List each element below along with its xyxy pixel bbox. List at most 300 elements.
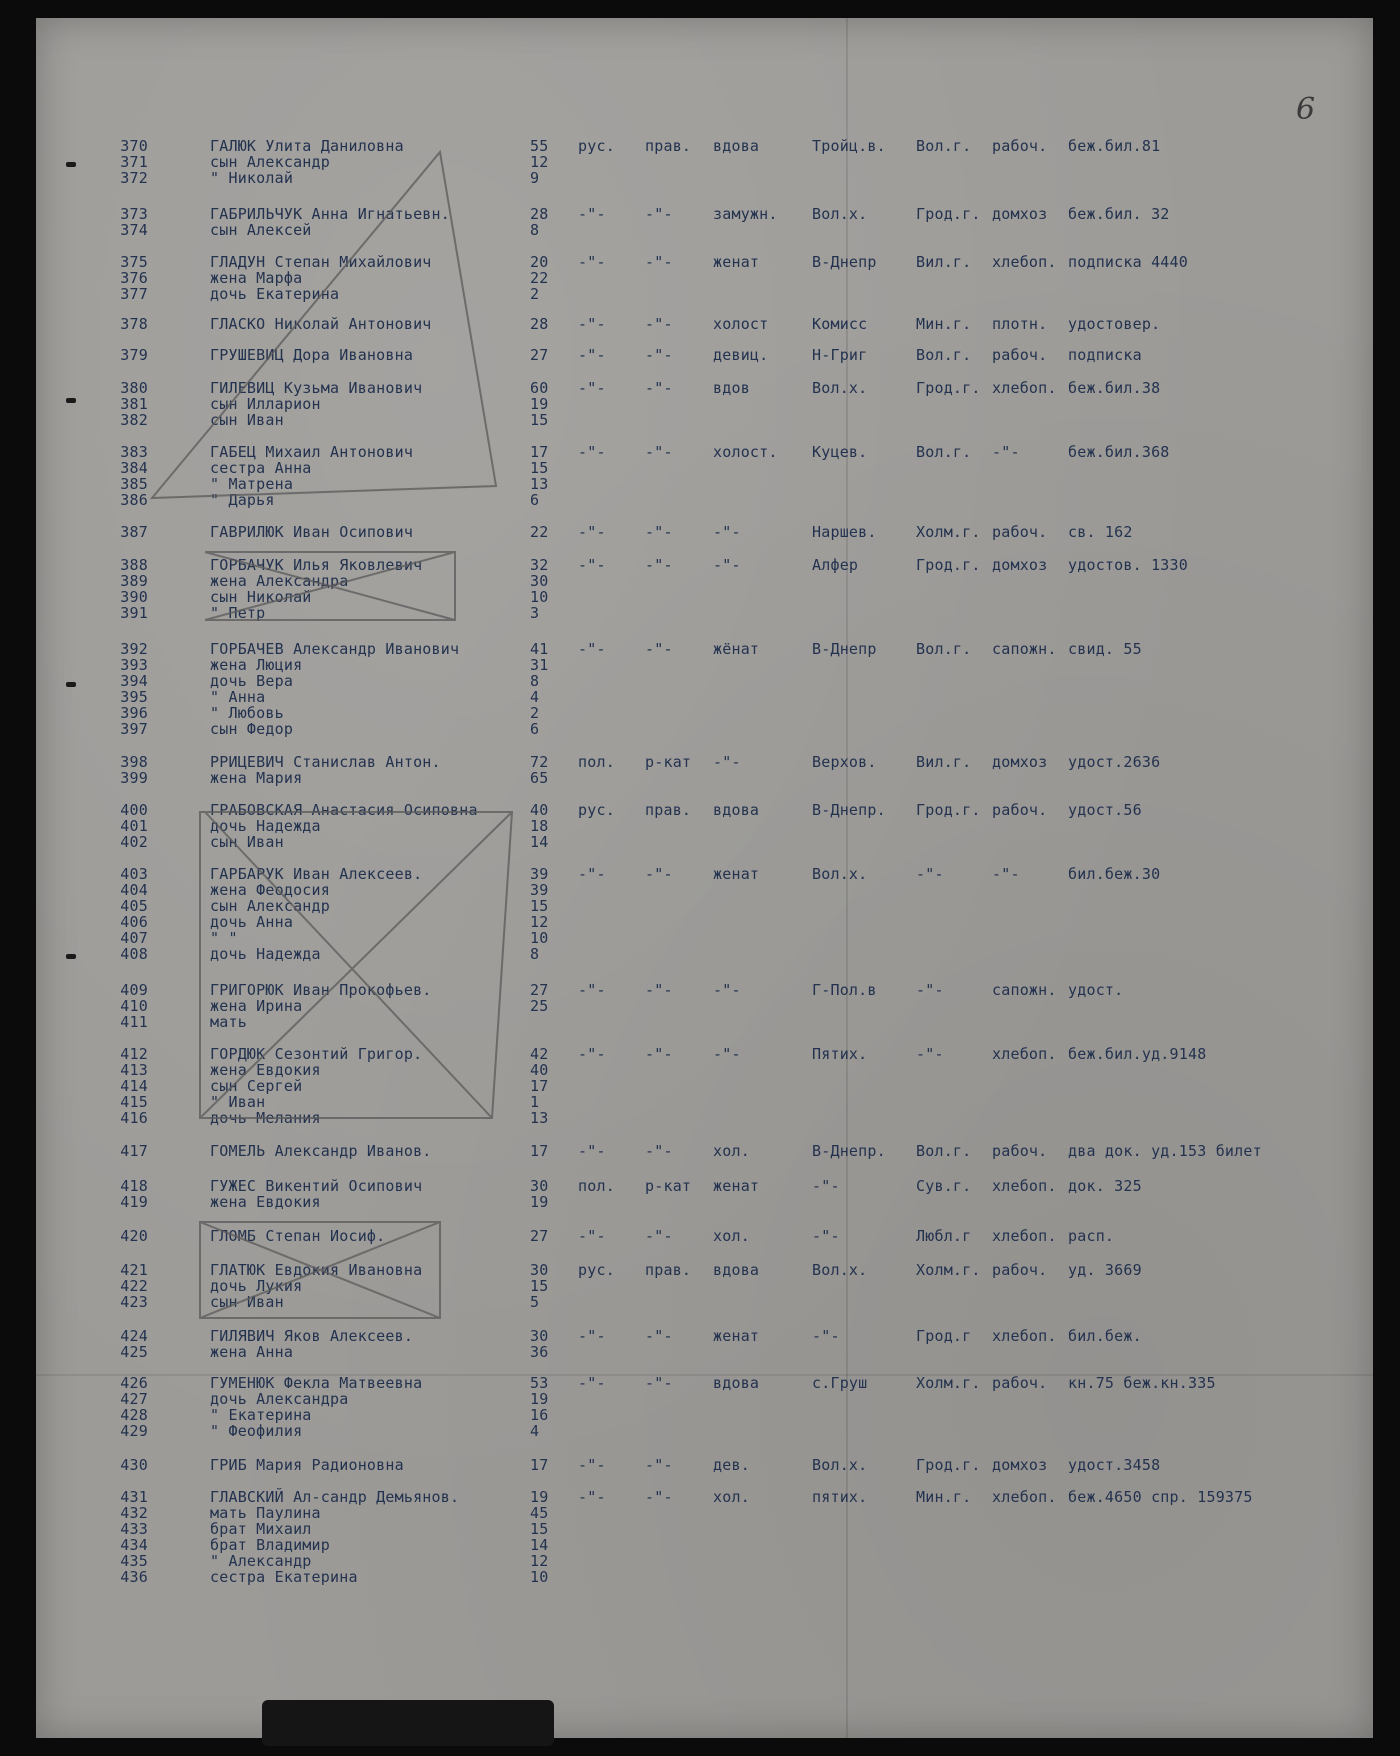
record-occ: плотн. bbox=[992, 315, 1048, 333]
record-from: Г-Пол.в bbox=[812, 981, 877, 999]
record-name: жена Люция bbox=[210, 656, 303, 674]
record-name: " " bbox=[210, 929, 238, 947]
record-age: 72 bbox=[530, 753, 549, 771]
record-name: ГИЛЕВИЦ Кузьма Иванович bbox=[210, 379, 423, 397]
record-doc: расп. bbox=[1068, 1227, 1115, 1245]
record-age: 2 bbox=[530, 704, 540, 722]
pencil-triangle-1 bbox=[152, 152, 496, 498]
record-name: сын Александр bbox=[210, 153, 330, 171]
record-n: 392 bbox=[120, 640, 148, 658]
handwritten-page-number: 6 bbox=[1296, 92, 1316, 127]
record-name: ГАБЕЦ Михаил Антонович bbox=[210, 443, 414, 461]
record-from: В-Днепр. bbox=[812, 801, 886, 819]
record-age: 19 bbox=[530, 1390, 549, 1408]
record-rel: -"- bbox=[645, 523, 673, 541]
record-name: сын Иван bbox=[210, 1293, 284, 1311]
record-rel: -"- bbox=[645, 640, 673, 658]
record-to: -"- bbox=[916, 865, 944, 883]
record-age: 16 bbox=[530, 1406, 549, 1424]
record-n: 409 bbox=[120, 981, 148, 999]
record-age: 8 bbox=[530, 672, 540, 690]
record-n: 406 bbox=[120, 913, 148, 931]
record-from: Вол.х. bbox=[812, 1261, 868, 1279]
record-n: 373 bbox=[120, 205, 148, 223]
record-rel: -"- bbox=[645, 1142, 673, 1160]
record-rel: прав. bbox=[645, 801, 692, 819]
record-age: 8 bbox=[530, 221, 540, 239]
record-age: 28 bbox=[530, 315, 549, 333]
record-name: ГРАБОВСКАЯ Анастасия Осиповна bbox=[210, 801, 478, 819]
record-age: 28 bbox=[530, 205, 549, 223]
record-age: 53 bbox=[530, 1374, 549, 1392]
record-n: 422 bbox=[120, 1277, 148, 1295]
record-nat: -"- bbox=[578, 1374, 606, 1392]
record-rel: прав. bbox=[645, 137, 692, 155]
record-fam: -"- bbox=[713, 981, 741, 999]
record-n: 429 bbox=[120, 1422, 148, 1440]
record-age: 15 bbox=[530, 1520, 549, 1538]
record-name: ГЛОМБ Степан Иосиф. bbox=[210, 1227, 386, 1245]
record-name: ГАРБАРУК Иван Алексеев. bbox=[210, 865, 423, 883]
record-age: 3 bbox=[530, 604, 540, 622]
record-age: 5 bbox=[530, 1293, 540, 1311]
record-occ: -"- bbox=[992, 443, 1020, 461]
record-age: 19 bbox=[530, 395, 549, 413]
record-age: 27 bbox=[530, 346, 549, 364]
record-name: жена Марфа bbox=[210, 269, 303, 287]
record-from: Вол.х. bbox=[812, 205, 868, 223]
record-n: 395 bbox=[120, 688, 148, 706]
record-n: 387 bbox=[120, 523, 148, 541]
record-age: 60 bbox=[530, 379, 549, 397]
record-n: 397 bbox=[120, 720, 148, 738]
record-name: жена Анна bbox=[210, 1343, 294, 1361]
record-name: ГРИГОРЮК Иван Прокофьев. bbox=[210, 981, 432, 999]
record-n: 430 bbox=[120, 1456, 148, 1474]
record-to: -"- bbox=[916, 1045, 944, 1063]
pencil-box-cross-2 bbox=[200, 812, 512, 1118]
record-name: " Николай bbox=[210, 169, 294, 187]
record-name: ГЛАТЮК Евдокия Ивановна bbox=[210, 1261, 423, 1279]
record-name: ГЛАВСКИЙ Ал-сандр Демьянов. bbox=[210, 1488, 460, 1506]
record-from: Н-Григ bbox=[812, 346, 868, 364]
record-name: сын Алексей bbox=[210, 221, 312, 239]
record-name: РРИЦЕВИЧ Станислав Антон. bbox=[210, 753, 441, 771]
record-rel: -"- bbox=[645, 1227, 673, 1245]
record-from: Вол.х. bbox=[812, 379, 868, 397]
record-doc: док. 325 bbox=[1068, 1177, 1142, 1195]
record-age: 22 bbox=[530, 523, 549, 541]
record-name: сестра Анна bbox=[210, 459, 312, 477]
record-nat: -"- bbox=[578, 205, 606, 223]
record-n: 390 bbox=[120, 588, 148, 606]
record-occ: сапожн. bbox=[992, 640, 1057, 658]
record-n: 405 bbox=[120, 897, 148, 915]
record-name: ГЛАДУН Степан Михайлович bbox=[210, 253, 432, 271]
record-to: Холм.г. bbox=[916, 1374, 981, 1392]
record-doc: удост.3458 bbox=[1068, 1456, 1161, 1474]
record-age: 17 bbox=[530, 443, 549, 461]
record-age: 22 bbox=[530, 269, 549, 287]
record-n: 428 bbox=[120, 1406, 148, 1424]
record-fam: девиц. bbox=[713, 346, 769, 364]
record-age: 8 bbox=[530, 945, 540, 963]
record-name: дочь Александра bbox=[210, 1390, 349, 1408]
record-name: дочь Мелания bbox=[210, 1109, 321, 1127]
record-n: 379 bbox=[120, 346, 148, 364]
record-nat: -"- bbox=[578, 1488, 606, 1506]
record-age: 30 bbox=[530, 1177, 549, 1195]
record-nat: пол. bbox=[578, 753, 615, 771]
pencil-box-cross-1 bbox=[205, 552, 455, 620]
record-n: 408 bbox=[120, 945, 148, 963]
record-n: 435 bbox=[120, 1552, 148, 1570]
record-to: Грод.г bbox=[916, 1327, 972, 1345]
record-to: -"- bbox=[916, 981, 944, 999]
record-rel: -"- bbox=[645, 315, 673, 333]
record-fam: -"- bbox=[713, 1045, 741, 1063]
record-to: Вол.г. bbox=[916, 443, 972, 461]
record-age: 32 bbox=[530, 556, 549, 574]
record-nat: рус. bbox=[578, 801, 615, 819]
record-n: 434 bbox=[120, 1536, 148, 1554]
record-age: 10 bbox=[530, 929, 549, 947]
record-to: Мин.г. bbox=[916, 315, 972, 333]
record-age: 1 bbox=[530, 1093, 540, 1111]
record-to: Вол.г. bbox=[916, 640, 972, 658]
record-fam: -"- bbox=[713, 753, 741, 771]
record-to: Вил.г. bbox=[916, 753, 972, 771]
record-to: Грод.г. bbox=[916, 205, 981, 223]
record-name: ГУМЕНЮК Фекла Матвеевна bbox=[210, 1374, 423, 1392]
record-from: Тройц.в. bbox=[812, 137, 886, 155]
record-nat: -"- bbox=[578, 1327, 606, 1345]
record-from: пятих. bbox=[812, 1488, 868, 1506]
record-fam: вдова bbox=[713, 801, 760, 819]
record-n: 385 bbox=[120, 475, 148, 493]
record-name: ГОРБАЧУК Илья Яковлевич bbox=[210, 556, 423, 574]
record-from: Комисс bbox=[812, 315, 868, 333]
record-fam: -"- bbox=[713, 556, 741, 574]
record-to: Грод.г. bbox=[916, 801, 981, 819]
record-n: 436 bbox=[120, 1568, 148, 1586]
record-age: 2 bbox=[530, 285, 540, 303]
record-name: жена Феодосия bbox=[210, 881, 330, 899]
record-doc: подписка 4440 bbox=[1068, 253, 1188, 271]
record-doc: удост. bbox=[1068, 981, 1124, 999]
record-age: 17 bbox=[530, 1142, 549, 1160]
record-from: Пятих. bbox=[812, 1045, 868, 1063]
record-occ: рабоч. bbox=[992, 801, 1048, 819]
record-rel: -"- bbox=[645, 1456, 673, 1474]
record-name: " Матрена bbox=[210, 475, 294, 493]
record-name: ГОРБАЧЕВ Александр Иванович bbox=[210, 640, 460, 658]
record-age: 15 bbox=[530, 411, 549, 429]
record-from: В-Днепр bbox=[812, 253, 877, 271]
record-nat: -"- bbox=[578, 346, 606, 364]
record-n: 424 bbox=[120, 1327, 148, 1345]
record-occ: хлебоп. bbox=[992, 1327, 1057, 1345]
record-occ: хлебоп. bbox=[992, 1045, 1057, 1063]
record-name: жена Евдокия bbox=[210, 1061, 321, 1079]
record-fam: хол. bbox=[713, 1488, 750, 1506]
record-name: сын Иван bbox=[210, 411, 284, 429]
record-occ: рабоч. bbox=[992, 1374, 1048, 1392]
record-doc: беж.бил. 32 bbox=[1068, 205, 1170, 223]
record-doc: беж.бил.уд.9148 bbox=[1068, 1045, 1207, 1063]
record-fam: замужн. bbox=[713, 205, 778, 223]
record-rel: -"- bbox=[645, 346, 673, 364]
record-name: сын Александр bbox=[210, 897, 330, 915]
record-from: Верхов. bbox=[812, 753, 877, 771]
record-rel: -"- bbox=[645, 1327, 673, 1345]
record-name: брат Михаил bbox=[210, 1520, 312, 1538]
record-fam: вдов bbox=[713, 379, 750, 397]
record-occ: рабоч. bbox=[992, 1142, 1048, 1160]
record-age: 6 bbox=[530, 720, 540, 738]
record-name: дочь Надежда bbox=[210, 817, 321, 835]
record-name: сын Николай bbox=[210, 588, 312, 606]
record-name: дочь Анна bbox=[210, 913, 294, 931]
record-occ: рабоч. bbox=[992, 346, 1048, 364]
record-age: 17 bbox=[530, 1456, 549, 1474]
record-age: 30 bbox=[530, 1261, 549, 1279]
record-n: 404 bbox=[120, 881, 148, 899]
record-doc: удост.56 bbox=[1068, 801, 1142, 819]
record-occ: домхоз bbox=[992, 205, 1048, 223]
record-age: 15 bbox=[530, 1277, 549, 1295]
record-nat: -"- bbox=[578, 523, 606, 541]
record-n: 403 bbox=[120, 865, 148, 883]
record-n: 431 bbox=[120, 1488, 148, 1506]
record-occ: домхоз bbox=[992, 753, 1048, 771]
record-nat: -"- bbox=[578, 443, 606, 461]
record-doc: подписка bbox=[1068, 346, 1142, 364]
record-n: 421 bbox=[120, 1261, 148, 1279]
record-occ: домхоз bbox=[992, 556, 1048, 574]
record-age: 31 bbox=[530, 656, 549, 674]
record-occ: сапожн. bbox=[992, 981, 1057, 999]
record-name: " Дарья bbox=[210, 491, 275, 509]
record-fam: вдова bbox=[713, 1374, 760, 1392]
record-rel: -"- bbox=[645, 981, 673, 999]
record-to: Вол.г. bbox=[916, 1142, 972, 1160]
record-occ: хлебоп. bbox=[992, 1488, 1057, 1506]
record-age: 13 bbox=[530, 1109, 549, 1127]
record-n: 396 bbox=[120, 704, 148, 722]
record-fam: женат bbox=[713, 1327, 760, 1345]
record-n: 388 bbox=[120, 556, 148, 574]
record-nat: -"- bbox=[578, 981, 606, 999]
record-n: 383 bbox=[120, 443, 148, 461]
record-name: мать bbox=[210, 1013, 247, 1031]
record-doc: удостовер. bbox=[1068, 315, 1161, 333]
record-age: 40 bbox=[530, 801, 549, 819]
record-name: ГАЛЮК Улита Даниловна bbox=[210, 137, 404, 155]
record-from: -"- bbox=[812, 1227, 840, 1245]
record-age: 41 bbox=[530, 640, 549, 658]
record-to: Холм.г. bbox=[916, 523, 981, 541]
record-fam: вдова bbox=[713, 137, 760, 155]
record-age: 42 bbox=[530, 1045, 549, 1063]
record-age: 55 bbox=[530, 137, 549, 155]
record-age: 30 bbox=[530, 572, 549, 590]
record-n: 427 bbox=[120, 1390, 148, 1408]
record-age: 45 bbox=[530, 1504, 549, 1522]
record-name: " Феофилия bbox=[210, 1422, 303, 1440]
record-rel: -"- bbox=[645, 1488, 673, 1506]
record-nat: пол. bbox=[578, 1177, 615, 1195]
record-age: 14 bbox=[530, 1536, 549, 1554]
record-rel: -"- bbox=[645, 556, 673, 574]
record-to: Грод.г. bbox=[916, 1456, 981, 1474]
record-doc: беж.4650 спр. 159375 bbox=[1068, 1488, 1253, 1506]
record-nat: -"- bbox=[578, 865, 606, 883]
record-doc: беж.бил.81 bbox=[1068, 137, 1161, 155]
record-fam: вдова bbox=[713, 1261, 760, 1279]
record-age: 10 bbox=[530, 1568, 549, 1586]
record-n: 407 bbox=[120, 929, 148, 947]
record-name: " Екатерина bbox=[210, 1406, 312, 1424]
record-age: 4 bbox=[530, 688, 540, 706]
record-nat: -"- bbox=[578, 1456, 606, 1474]
record-name: ГРИБ Мария Радионовна bbox=[210, 1456, 404, 1474]
record-name: " Петр bbox=[210, 604, 266, 622]
record-from: Куцев. bbox=[812, 443, 868, 461]
record-nat: рус. bbox=[578, 137, 615, 155]
record-n: 381 bbox=[120, 395, 148, 413]
record-occ: рабоч. bbox=[992, 1261, 1048, 1279]
record-n: 433 bbox=[120, 1520, 148, 1538]
record-fam: холост bbox=[713, 315, 769, 333]
record-nat: -"- bbox=[578, 253, 606, 271]
record-from: Алфер bbox=[812, 556, 859, 574]
record-n: 400 bbox=[120, 801, 148, 819]
record-from: Вол.х. bbox=[812, 865, 868, 883]
record-fam: -"- bbox=[713, 523, 741, 541]
record-from: -"- bbox=[812, 1177, 840, 1195]
record-age: 36 bbox=[530, 1343, 549, 1361]
record-nat: рус. bbox=[578, 1261, 615, 1279]
record-fam: жёнат bbox=[713, 640, 760, 658]
record-age: 30 bbox=[530, 1327, 549, 1345]
record-rel: р-кат bbox=[645, 753, 692, 771]
record-age: 40 bbox=[530, 1061, 549, 1079]
record-name: сестра Екатерина bbox=[210, 1568, 358, 1586]
record-n: 370 bbox=[120, 137, 148, 155]
record-occ: рабоч. bbox=[992, 137, 1048, 155]
record-nat: -"- bbox=[578, 556, 606, 574]
record-rel: -"- bbox=[645, 865, 673, 883]
record-doc: удостов. 1330 bbox=[1068, 556, 1188, 574]
record-name: " Александр bbox=[210, 1552, 312, 1570]
record-occ: хлебоп. bbox=[992, 1177, 1057, 1195]
record-name: " Любовь bbox=[210, 704, 284, 722]
record-from: Вол.х. bbox=[812, 1456, 868, 1474]
record-from: с.Груш bbox=[812, 1374, 868, 1392]
record-n: 380 bbox=[120, 379, 148, 397]
record-fam: холост. bbox=[713, 443, 778, 461]
record-age: 13 bbox=[530, 475, 549, 493]
record-n: 391 bbox=[120, 604, 148, 622]
record-fam: женат bbox=[713, 253, 760, 271]
record-to: Вол.г. bbox=[916, 137, 972, 155]
record-rel: р-кат bbox=[645, 1177, 692, 1195]
record-name: брат Владимир bbox=[210, 1536, 330, 1554]
record-name: дочь Лукия bbox=[210, 1277, 303, 1295]
record-name: сын Федор bbox=[210, 720, 294, 738]
record-n: 378 bbox=[120, 315, 148, 333]
record-n: 377 bbox=[120, 285, 148, 303]
record-fam: женат bbox=[713, 865, 760, 883]
record-age: 9 bbox=[530, 169, 540, 187]
record-to: Сув.г. bbox=[916, 1177, 972, 1195]
record-doc: св. 162 bbox=[1068, 523, 1133, 541]
record-name: ГОРДЮК Сезонтий Григор. bbox=[210, 1045, 423, 1063]
record-name: ГУЖЕС Викентий Осипович bbox=[210, 1177, 423, 1195]
record-age: 15 bbox=[530, 459, 549, 477]
binding-clip bbox=[262, 1700, 554, 1746]
record-occ: хлебоп. bbox=[992, 1227, 1057, 1245]
record-n: 410 bbox=[120, 997, 148, 1015]
record-name: ГОМЕЛЬ Александр Иванов. bbox=[210, 1142, 432, 1160]
record-name: жена Ирина bbox=[210, 997, 303, 1015]
record-name: ГЛАСКО Николай Антонович bbox=[210, 315, 432, 333]
record-from: В-Днепр. bbox=[812, 1142, 886, 1160]
record-to: Грод.г. bbox=[916, 556, 981, 574]
record-n: 375 bbox=[120, 253, 148, 271]
record-nat: -"- bbox=[578, 1227, 606, 1245]
record-n: 415 bbox=[120, 1093, 148, 1111]
record-name: жена Александра bbox=[210, 572, 349, 590]
record-age: 10 bbox=[530, 588, 549, 606]
record-n: 393 bbox=[120, 656, 148, 674]
record-name: ГАВРИЛЮК Иван Осипович bbox=[210, 523, 414, 541]
record-n: 417 bbox=[120, 1142, 148, 1160]
record-doc: удост.2636 bbox=[1068, 753, 1161, 771]
record-to: Грод.г. bbox=[916, 379, 981, 397]
record-nat: -"- bbox=[578, 379, 606, 397]
record-age: 17 bbox=[530, 1077, 549, 1095]
record-age: 27 bbox=[530, 981, 549, 999]
record-occ: хлебоп. bbox=[992, 379, 1057, 397]
record-name: дочь Екатерина bbox=[210, 285, 340, 303]
record-name: ГАБРИЛЬЧУК Анна Игнатьевн. bbox=[210, 205, 450, 223]
record-fam: дев. bbox=[713, 1456, 750, 1474]
record-name: ГИЛЯВИЧ Яков Алексеев. bbox=[210, 1327, 414, 1345]
record-age: 15 bbox=[530, 897, 549, 915]
record-n: 412 bbox=[120, 1045, 148, 1063]
record-n: 386 bbox=[120, 491, 148, 509]
record-n: 402 bbox=[120, 833, 148, 851]
record-age: 14 bbox=[530, 833, 549, 851]
record-fam: женат bbox=[713, 1177, 760, 1195]
record-n: 401 bbox=[120, 817, 148, 835]
record-n: 384 bbox=[120, 459, 148, 477]
record-n: 418 bbox=[120, 1177, 148, 1195]
record-n: 413 bbox=[120, 1061, 148, 1079]
record-n: 414 bbox=[120, 1077, 148, 1095]
record-from: В-Днепр bbox=[812, 640, 877, 658]
record-age: 18 bbox=[530, 817, 549, 835]
record-nat: -"- bbox=[578, 1045, 606, 1063]
record-age: 6 bbox=[530, 491, 540, 509]
record-occ: -"- bbox=[992, 865, 1020, 883]
record-n: 419 bbox=[120, 1193, 148, 1211]
record-n: 394 bbox=[120, 672, 148, 690]
record-to: Вил.г. bbox=[916, 253, 972, 271]
record-occ: хлебоп. bbox=[992, 253, 1057, 271]
